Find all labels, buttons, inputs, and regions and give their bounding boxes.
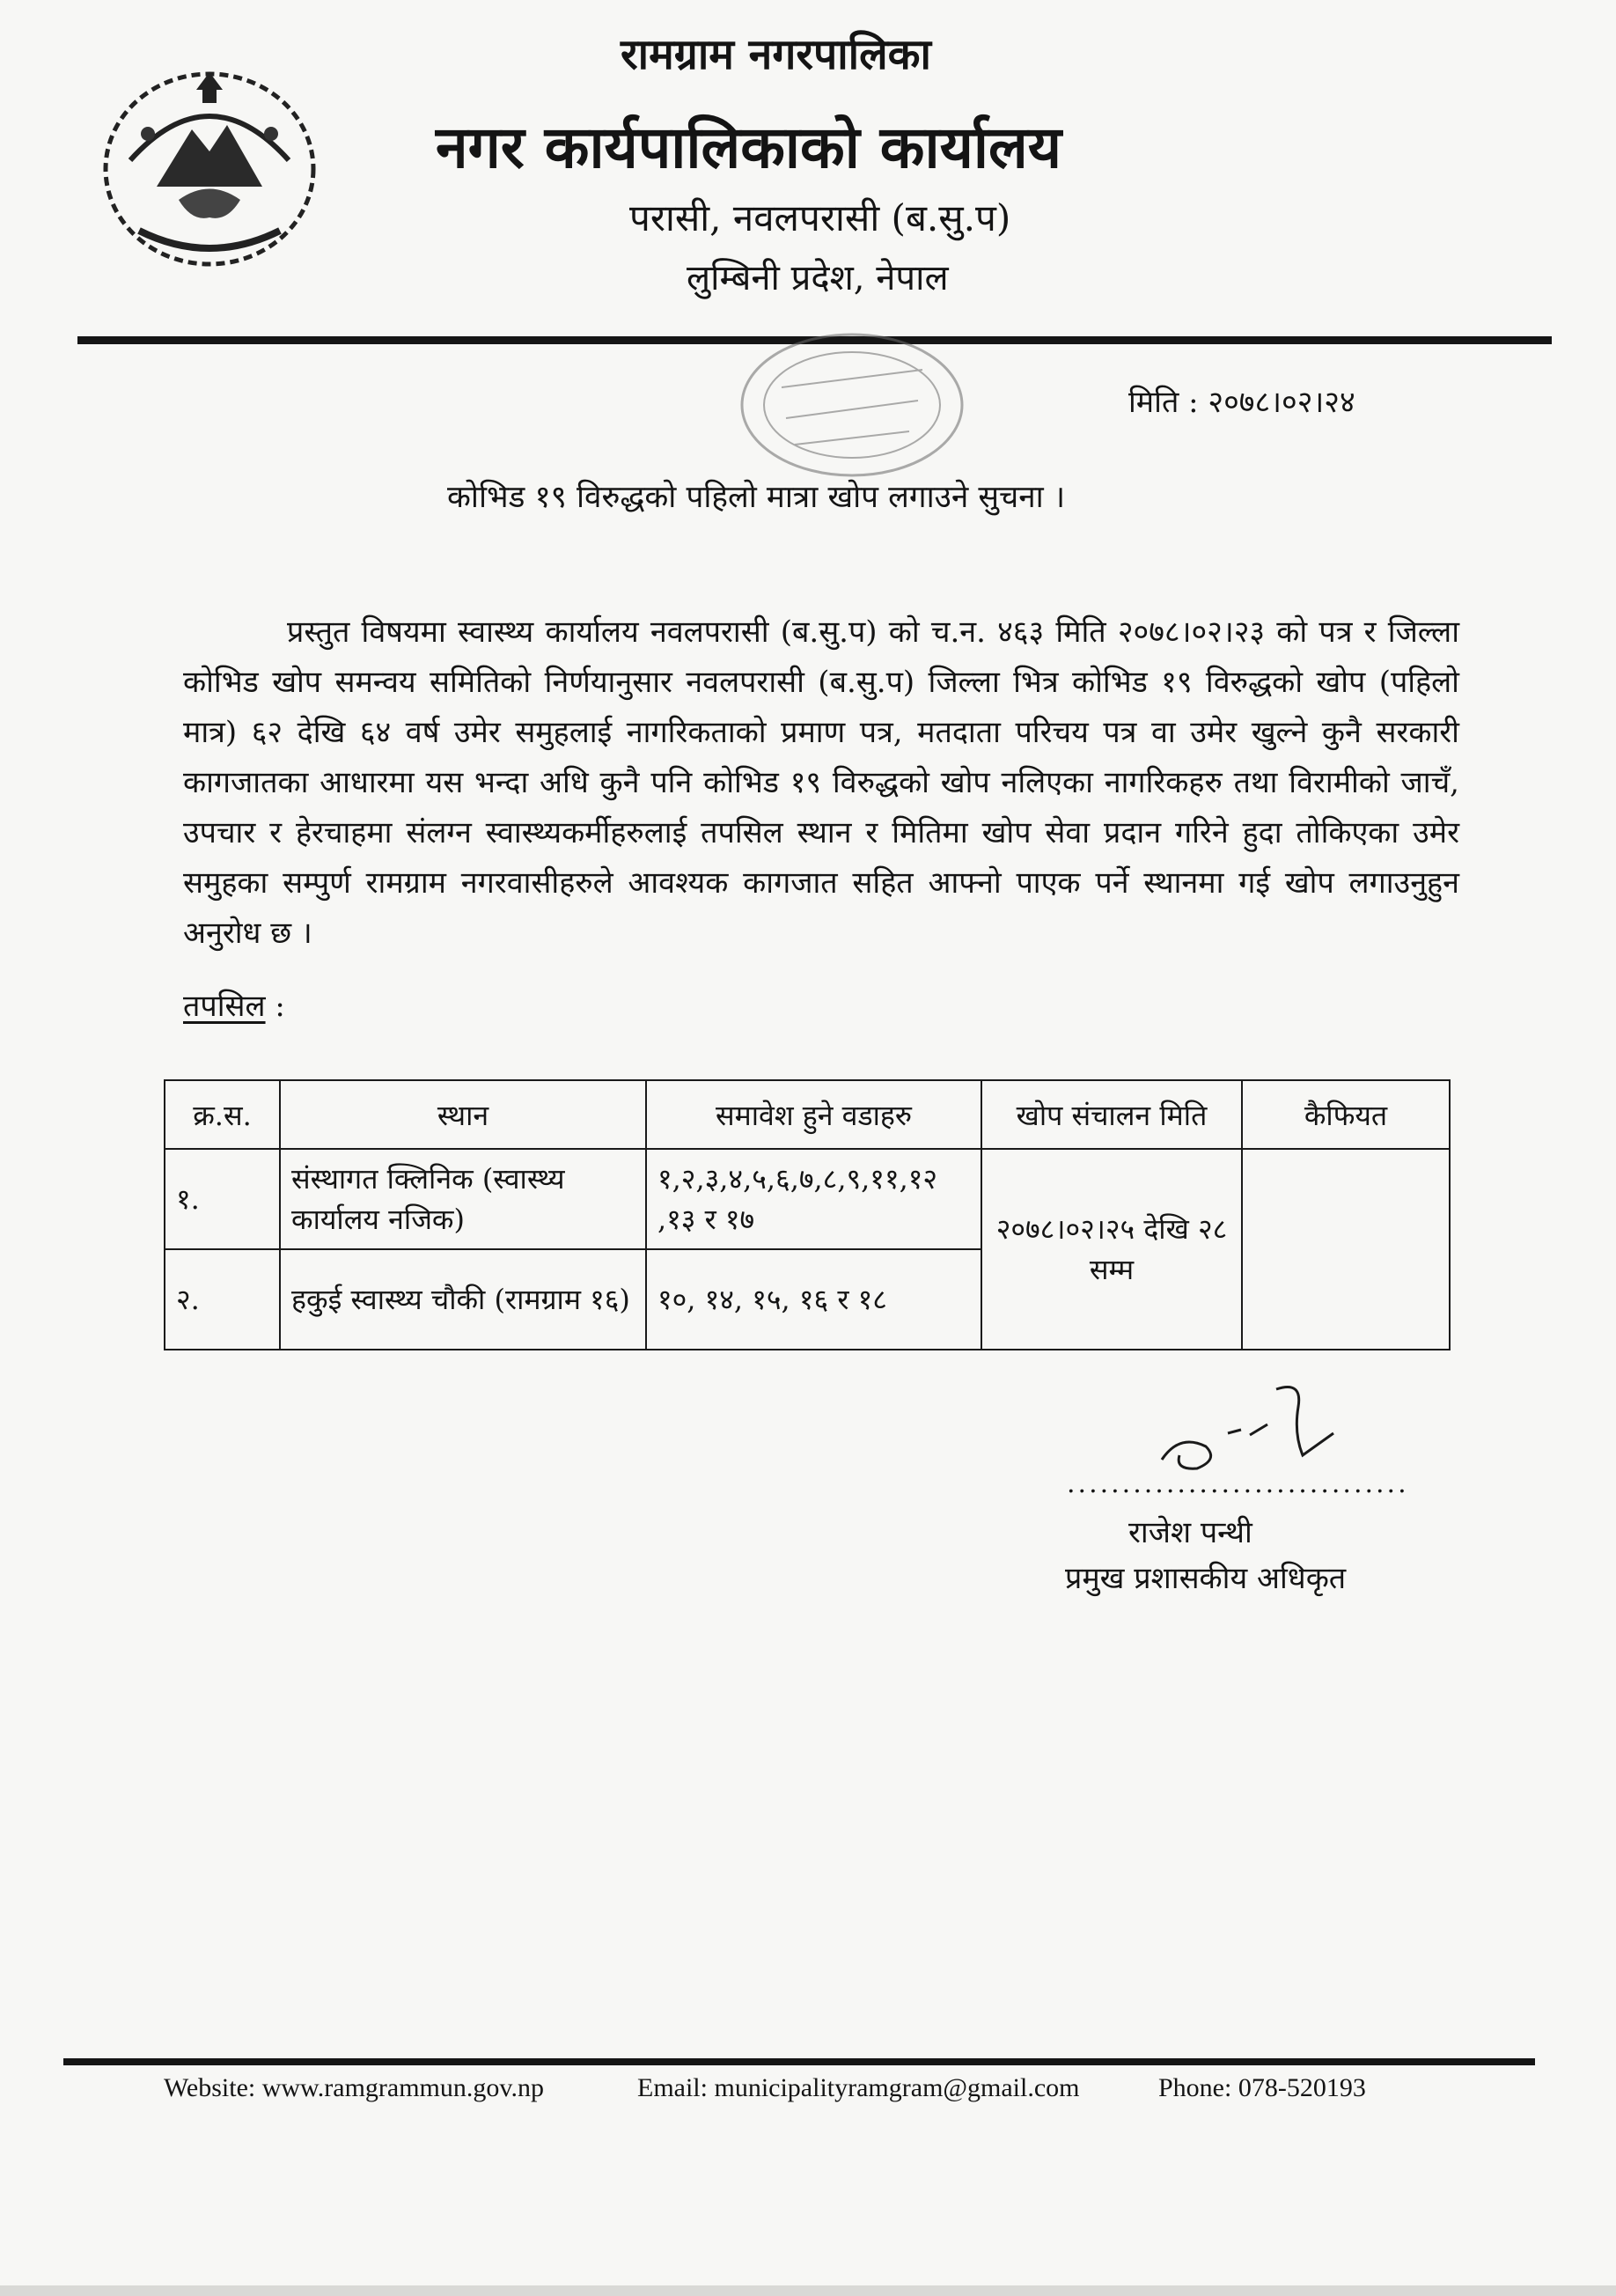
col-sn: क्र.स. [165, 1080, 280, 1149]
vaccination-schedule-table [164, 1079, 1451, 1350]
office-address: परासी, नवलपरासी (ब.सु.प) [629, 196, 1011, 239]
notice-date [1128, 380, 1355, 421]
tapasil-label: तपसिल [183, 989, 266, 1024]
col-wards: समावेश हुने वडाहरु [646, 1080, 981, 1149]
row-sn: १. [165, 1149, 280, 1249]
row-sn: २. [165, 1249, 280, 1350]
municipality-name: रामग्राम नगरपालिका [621, 30, 931, 79]
table-header-row [165, 1080, 1450, 1149]
footer-website: Website: www.ramgrammun.gov.np [164, 2073, 544, 2102]
row-place: हकुई स्वास्थ्य चौकी (रामग्राम १६) [280, 1249, 646, 1350]
col-date: खोप संचालन मिति [981, 1080, 1242, 1149]
row-place: संस्थागत क्लिनिक (स्वास्थ्य कार्यालय नजिक) [280, 1149, 646, 1249]
row-wards: १०, १४, १५, १६ र १८ [646, 1249, 981, 1350]
page-bottom-edge [0, 2285, 1616, 2296]
footer-phone: Phone: 078-520193 [1158, 2073, 1366, 2102]
row-wards: १,२,३,४,५,६,७,८,९,११,१२ ,१३ र १७ [646, 1149, 981, 1249]
signature-line: ............................... [1067, 1468, 1409, 1499]
notice-body [183, 607, 1459, 959]
tapasil-heading: तपसिल : [183, 989, 285, 1024]
footer-divider [63, 2058, 1535, 2065]
office-stamp [720, 317, 984, 484]
office-province: लुम्बिनी प्रदेश, नेपाल [687, 258, 949, 298]
signatory-title: प्रमुख प्रशासकीय अधिकृत [1065, 1561, 1347, 1596]
body-paragraph: प्रस्तुत विषयमा स्वास्थ्य कार्यालय नवलपरासी (ब.सु.प) को च.न. ४६३ मिति २०७८।०२।२३ को पत्र र जिल्ला कोभिड खोप समन्वय समितिको निर्णयानुसार नवलपरासी (ब.सु.प) जिल्ला भित्र कोभिड १९ विरुद्धको खोप (पहिलो मात्र) ६२ देखि ६४ वर्ष उमेर समुहलाई नागरिकताको प्रमाण पत्र, मतदाता परिचय पत्र वा उमेर खुल्ने कुनै सरकारी कागजातका आधारमा यस भन्दा अधि कुनै पनि कोभिड १९ विरुद्धको खोप नलिएका नागरिकहरु तथा विरामीको जाचँ, उपचार र हेरचाहमा संलग्न स्वास्थ्यकर्मीहरुलाई तपसिल स्थान र मितिमा खोप सेवा प्रदान गरिने हुदा तोकिएका उमेर समुहका सम्पुर्ण रामग्राम नगरवासीहरुले आवश्यक कागजात सहित आफ्नो पाएक पर्ने स्थानमा गई खोप लगाउनुहुन अनुरोध छ । [183, 614, 1459, 951]
nepal-emblem-icon [95, 55, 324, 275]
col-place: स्थान [280, 1080, 646, 1149]
notice-subject: कोभिड १९ विरुद्धको पहिलो मात्रा खोप लगाउने सुचना । [447, 480, 1066, 515]
date-label: मिति : [1128, 385, 1199, 420]
row-remarks [1242, 1149, 1450, 1350]
office-name: नगर कार्यपालिकाको कार्यालय [436, 113, 1061, 181]
footer-email: Email: municipalityramgram@gmail.com [637, 2073, 1080, 2102]
table-row [165, 1149, 1450, 1249]
row-date-range: २०७८।०२।२५ देखि २८ सम्म [981, 1149, 1242, 1350]
date-value: २०७८।०२।२४ [1208, 385, 1355, 420]
col-remarks: कैफियत [1242, 1080, 1450, 1149]
signatory-name: राजेश पन्थी [1128, 1515, 1252, 1550]
